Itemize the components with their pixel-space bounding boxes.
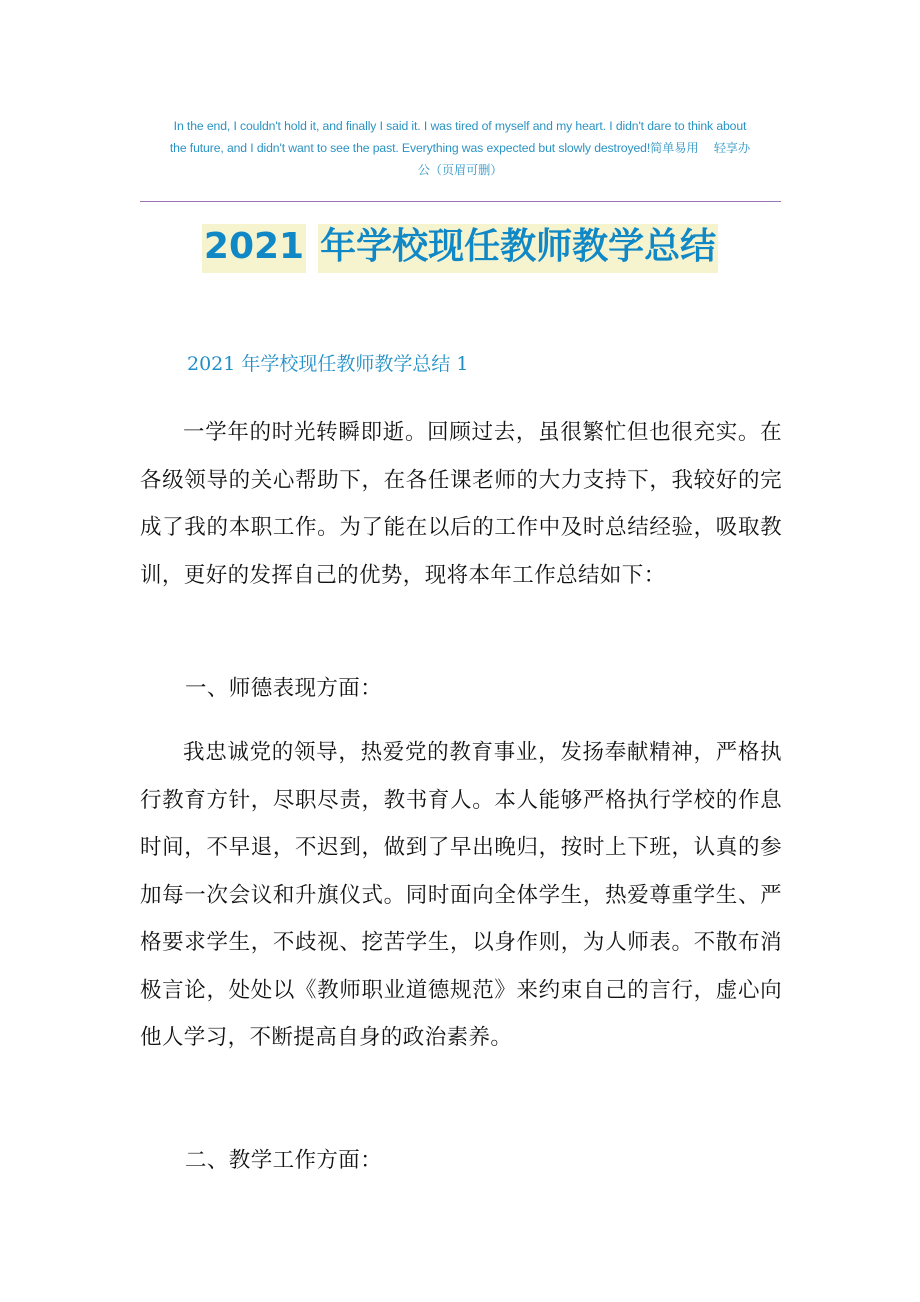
intro-paragraph-block: [140, 409, 782, 599]
heading-1: 一、师德表现方面：: [185, 676, 383, 701]
document-title: [0, 222, 920, 272]
intro-paragraph: 一学年的时光转瞬即逝。回顾过去，虽很繁忙但也很充实。在各级领导的关心帮助下，在各任课老师的大力支持下，我较好的完成了我的本职工作。为了能在以后的工作中及时总结经验，吸取教训，更好的发挥自己的优势，现将本年工作总结如下：: [140, 420, 782, 588]
title-text: 年学校现任教师教学总结: [318, 224, 718, 273]
header-divider: [140, 201, 781, 202]
section-subtitle: 2021 年学校现任教师教学总结 1: [187, 353, 469, 375]
title-year: 2021: [202, 224, 306, 273]
heading-2: 二、教学工作方面：: [185, 1148, 383, 1173]
ethics-paragraph: 我忠诚党的领导，热爱党的教育事业，发扬奉献精神，严格执行教育方针，尽职尽责，教书育人。本人能够严格执行学校的作息时间，不早退，不迟到，做到了早出晚归，按时上下班，认真的参加每一次会议和升旗仪式。同时面向全体学生，热爱尊重学生、严格要求学生，不歧视、挖苦学生，以身作则，为人师表。不散布消极言论，处处以《教师职业道德规范》来约束自己的言行，虚心向他人学习，不断提高自身的政治素养。: [140, 740, 782, 1050]
header-line-3: 公（页眉可删）: [417, 163, 503, 177]
ethics-paragraph-block: [140, 729, 782, 1062]
header-line-1: In the end, I couldn't hold it, and finally I said it. I was tired of myself and my heart. I didn't dare to think about: [173, 119, 747, 133]
header-line-2: the future, and I didn't want to see the past. Everything was expected but slowly destroyed!简单易用 轻享办: [169, 141, 751, 155]
page-header: [140, 115, 780, 181]
